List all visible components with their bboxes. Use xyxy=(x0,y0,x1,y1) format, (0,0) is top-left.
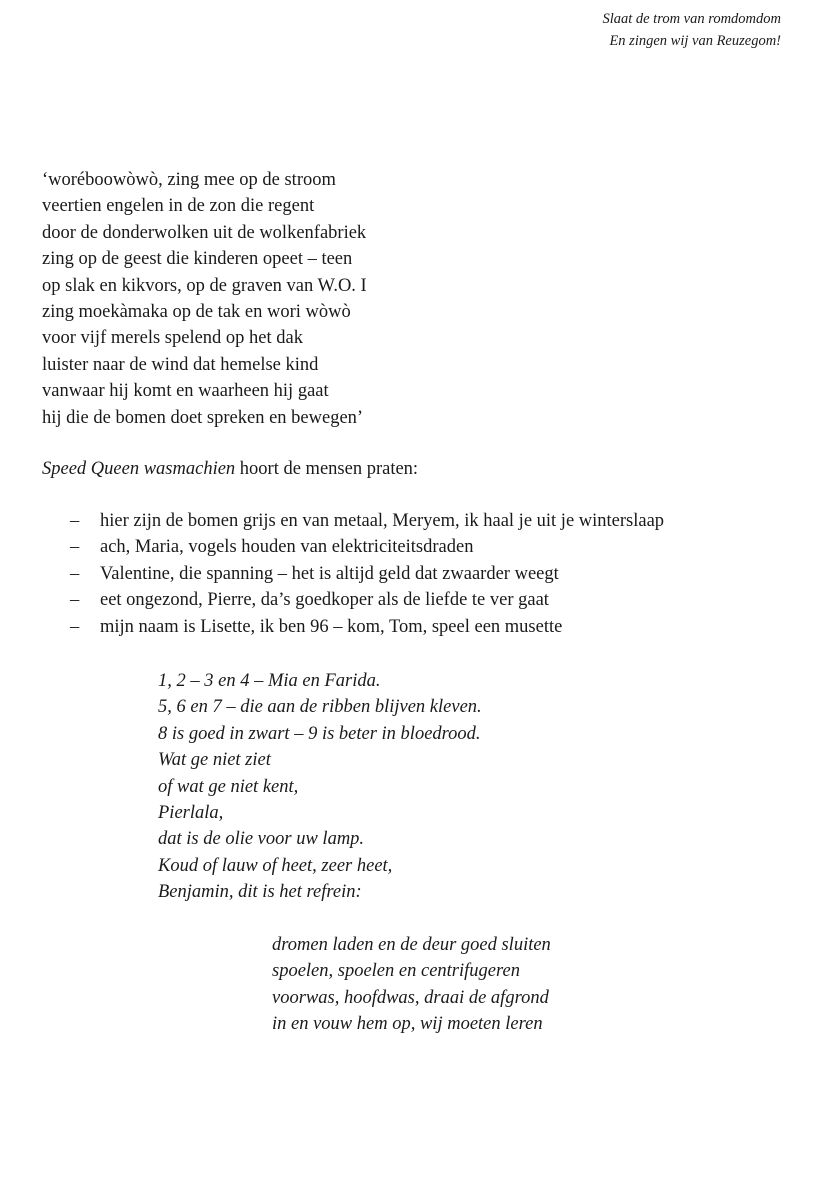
list-item-text: Valentine, die spanning – het is altijd geld dat zwaarder weegt xyxy=(100,563,559,584)
poem-line: 1, 2 – 3 en 4 – Mia en Farida. xyxy=(158,671,381,691)
poem-line: vanwaar hij komt en waarheen hij gaat xyxy=(42,381,329,402)
poem-line: 5, 6 en 7 – die aan de ribben blijven kleven. xyxy=(158,697,482,718)
dash-bullet: – xyxy=(70,537,80,558)
poem-line: spoelen, spoelen en centrifugeren xyxy=(272,961,520,982)
dash-list xyxy=(42,508,664,640)
poem-line: Wat ge niet ziet xyxy=(158,750,271,771)
stanza-2 xyxy=(158,668,482,906)
list-item-text: hier zijn de bomen grijs en van metaal, Meryem, ik haal je uit je winterslaap xyxy=(100,511,665,531)
list-item xyxy=(42,508,664,534)
poem-line: op slak en kikvors, op de graven van W.O. I xyxy=(42,275,367,296)
dash-bullet: – xyxy=(70,616,80,637)
dash-bullet: – xyxy=(70,511,80,531)
poem-line: ‘woréboowòwò, zing mee op de stroom xyxy=(42,170,336,190)
header-line-1: Slaat de trom van romdomdom xyxy=(602,11,781,27)
list-item xyxy=(42,534,664,560)
header-line-2: En zingen wij van Reuzegom! xyxy=(609,33,781,49)
poem-line: of wat ge niet kent, xyxy=(158,776,299,797)
list-item-text: eet ongezond, Pierre, da’s goedkoper als de liefde te ver gaat xyxy=(100,590,549,611)
poem-line: voorwas, hoofdwas, draai de afgrond xyxy=(272,987,549,1008)
poem-line: door de donderwolken uit de wolkenfabriek xyxy=(42,222,367,243)
poem-line: in en vouw hem op, wij moeten leren xyxy=(272,1014,543,1035)
poem-line: luister naar de wind dat hemelse kind xyxy=(42,354,319,375)
poem-line: zing op de geest die kinderen opeet – teen xyxy=(42,249,353,270)
list-item xyxy=(42,614,664,640)
poem-line: dat is de olie voor uw lamp. xyxy=(158,829,365,850)
poem-line: Koud of lauw of heet, zeer heet, xyxy=(158,855,393,876)
poem-line: 8 is goed in zwart – 9 is beter in bloedrood. xyxy=(158,723,481,744)
intro-rest: hoort de mensen praten: xyxy=(235,459,419,479)
poem-line: veertien engelen in de zon die regent xyxy=(42,196,315,217)
stanza-3 xyxy=(272,932,551,1038)
dash-bullet: – xyxy=(70,590,80,611)
stanza-1 xyxy=(42,167,367,431)
intro-line xyxy=(42,456,418,482)
poem-line: Benjamin, dit is het refrein: xyxy=(158,882,362,903)
list-item xyxy=(42,561,664,587)
list-item xyxy=(42,587,664,613)
poem-line: Pierlala, xyxy=(158,803,224,824)
poem-line: dromen laden en de deur goed sluiten xyxy=(272,935,551,955)
list-item-text: mijn naam is Lisette, ik ben 96 – kom, Tom, speel een musette xyxy=(100,616,563,637)
list-item-text: ach, Maria, vogels houden van elektriciteitsdraden xyxy=(100,537,474,558)
intro-italic: Speed Queen wasmachien xyxy=(42,459,236,479)
poem-line: voor vijf merels spelend op het dak xyxy=(42,328,303,349)
page-header xyxy=(602,8,781,52)
dash-bullet: – xyxy=(70,563,80,584)
poem-line: zing moekàmaka op de tak en wori wòwò xyxy=(42,302,351,323)
poem-line: hij die de bomen doet spreken en bewegen’ xyxy=(42,407,364,428)
